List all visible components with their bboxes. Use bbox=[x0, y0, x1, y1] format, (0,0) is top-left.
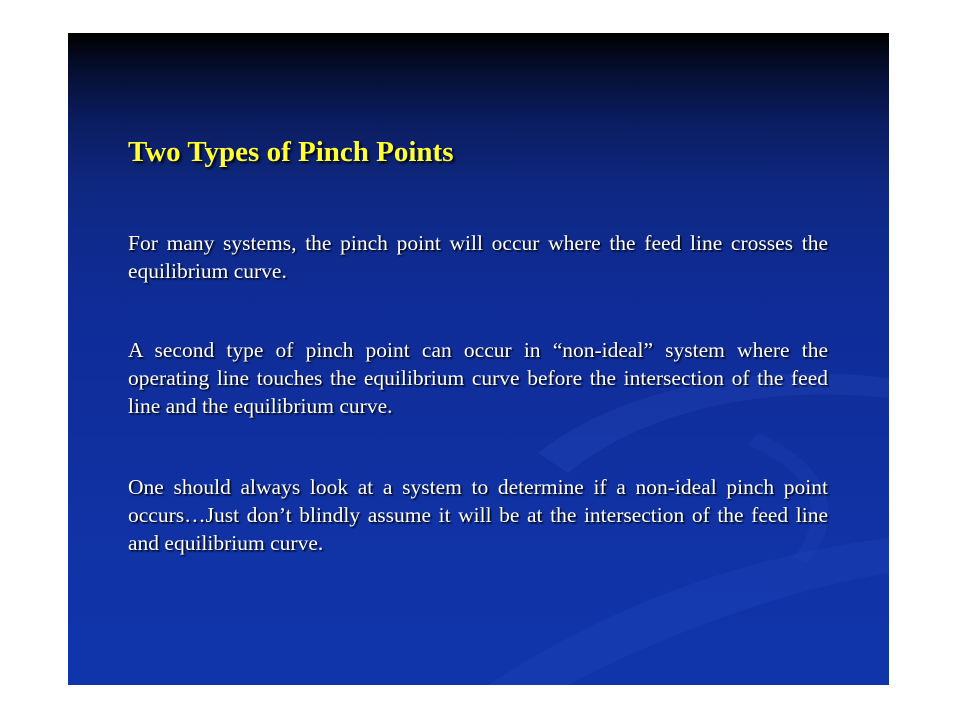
slide bbox=[68, 33, 889, 685]
body-paragraph-3: One should always look at a system to determine if a non-ideal pinch point occurs…Just don’t blindly assume it will be at the intersection of the feed line and equilibrium curve. bbox=[128, 475, 828, 555]
slide-title: Two Types of Pinch Points bbox=[128, 136, 454, 168]
body-paragraph-1: For many systems, the pinch point will occur where the feed line crosses the equilibrium curve. bbox=[128, 231, 828, 283]
swoosh-band bbox=[488, 538, 889, 685]
body-paragraph-2: A second type of pinch point can occur in “non-ideal” system where the operating line touches the equilibrium curve before the intersection of the feed line and the equilibrium curve. bbox=[128, 338, 828, 418]
